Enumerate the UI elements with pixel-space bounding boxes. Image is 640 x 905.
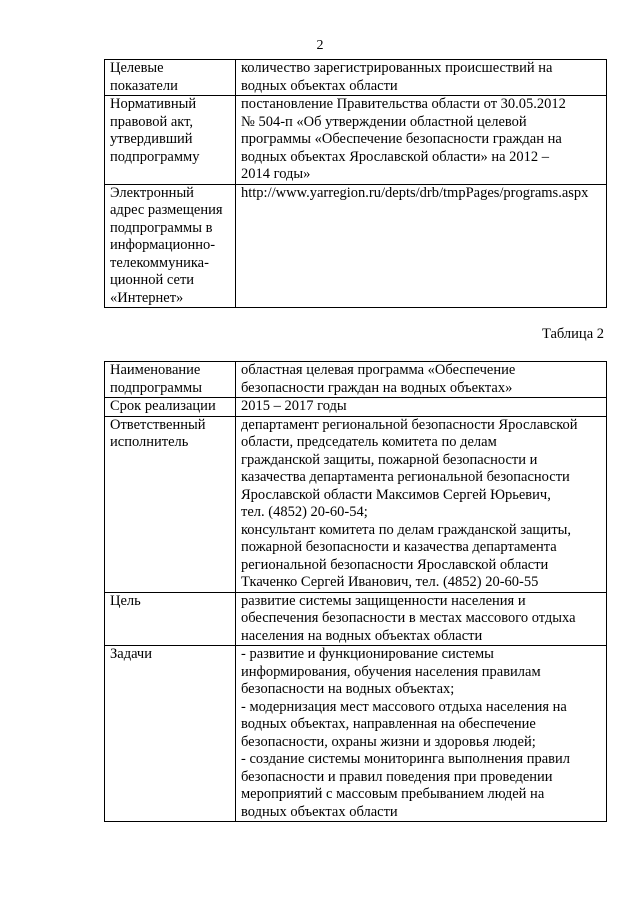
row-value-goal: развитие системы защищенности населения и обеспечения безопасности в местах массового отдыха населения на водных объектах области	[236, 592, 607, 646]
table-row	[105, 362, 607, 398]
row-label-legal-act: Нормативный правовой акт, утвердивший подпрограмму	[105, 96, 236, 185]
table-row	[105, 96, 607, 185]
row-label-implementation-period: Срок реализации	[105, 398, 236, 417]
row-label-tasks: Задачи	[105, 646, 236, 822]
table-row	[105, 184, 607, 308]
table-row	[105, 416, 607, 592]
row-value-legal-act: постановление Правительства области от 30.05.2012 № 504-п «Об утверждении областной целевой программы «Обеспечение безопасности граждан на водных объектах Ярославской области» на 2012 – 2014 годы»	[236, 96, 607, 185]
row-value-tasks: - развитие и функционирование системы информирования, обучения населения правилам безопасности на водных объектах; - модернизация мест массового отдыха населения на водных объектах, направленная на обеспечение безопасности, охраны жизни и здоровья людей; - создание системы мониторинга выполнения правил безопасности и правил поведения при проведении мероприятий с массовым пребыванием людей на водных объектах области	[236, 646, 607, 822]
table-row	[105, 592, 607, 646]
subprogram-passport-table-continued	[104, 59, 607, 308]
row-value-responsible-executor: департамент региональной безопасности Ярославской области, председатель комитета по делам гражданской защиты, пожарной безопасности и казачества департамента региональной безопасности Ярославской области Максимов Сергей Юрьевич, тел. (4852) 20-60-54; консультант комитета по делам гражданской защиты, пожарной безопасности и казачества департамента региональной безопасности Ярославской области Ткаченко Сергей Иванович, тел. (4852) 20-60-55	[236, 416, 607, 592]
table-row	[105, 646, 607, 822]
row-label-target-indicators: Целевые показатели	[105, 60, 236, 96]
row-value-target-indicators: количество зарегистрированных происшествий на водных объектах области	[236, 60, 607, 96]
row-label-subprogram-name: Наименование подпрограммы	[105, 362, 236, 398]
row-value-implementation-period: 2015 – 2017 годы	[236, 398, 607, 417]
table-2-caption: Таблица 2	[541, 326, 604, 342]
row-label-electronic-address: Электронный адрес размещения подпрограммы в информационно- телекоммуника- ционной сети «Интернет»	[105, 184, 236, 308]
row-label-responsible-executor: Ответственный исполнитель	[105, 416, 236, 592]
subprogram-passport-table-2	[104, 361, 607, 822]
table-row	[105, 60, 607, 96]
page-number: 2	[316, 38, 324, 53]
row-label-goal: Цель	[105, 592, 236, 646]
row-value-electronic-address: http://www.yarregion.ru/depts/drb/tmpPages/programs.aspx	[236, 184, 607, 308]
row-value-subprogram-name: областная целевая программа «Обеспечение безопасности граждан на водных объектах»	[236, 362, 607, 398]
table-row	[105, 398, 607, 417]
